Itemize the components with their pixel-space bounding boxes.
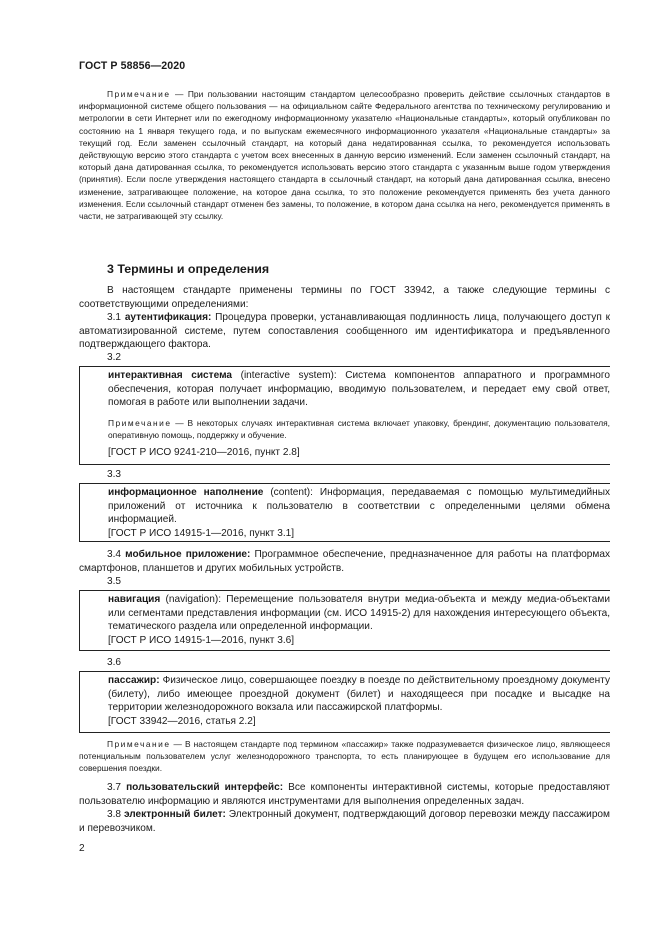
terms-3-7-3-8 [79, 781, 610, 835]
term-name: навигация [108, 594, 161, 605]
term-name: информационное наполнение [108, 487, 264, 498]
term-name: интерактивная система [108, 370, 233, 381]
term-number: 3.6 [107, 657, 122, 668]
term-definition: (interactive system): Система компонентов аппаратного и программного обеспечения, которая получает информацию, вводимую пользователем, и передает ему свой ответ, помогая в работе или выполнении задачи. [108, 370, 610, 409]
term-3-5 [108, 593, 610, 634]
term-3-6-box [79, 671, 610, 733]
term-definition: Электронный документ, подтверждающий договор перевозки между пассажиром и перевозчиком. [79, 809, 610, 834]
term-definition: Все компоненты интерактивной системы, которые предоставляют пользователю информацию и являются инструментами для выполнения определенных задач. [79, 782, 610, 807]
term-definition: Физическое лицо, совершающее поездку в поезде по действительному проездному документу (билету), либо имеющее проездной документ (билет) и находящееся при посадке и высадке на территории железнодорожного вокзала или пассажирской платформы. [108, 675, 610, 714]
page-number: 2 [79, 843, 85, 854]
term-name: аутентификация: [124, 312, 212, 324]
term-name: мобильное приложение: [125, 549, 251, 560]
section-title: 3 Термины и определения [107, 262, 270, 276]
term-note: Примечание — В некоторых случаях интерактивная система включает упаковку, брендинг, документацию пользователя, оперативную помощь, поддержку и обучение. [108, 417, 610, 440]
term-name: пользовательский интерфейс: [126, 782, 284, 793]
section-intro [79, 284, 610, 352]
term-3-8: 3.8 электронный билет: Электронный документ, подтверждающий договор перевозки между пассажиром и перевозчиком. [79, 809, 610, 834]
term-definition: Процедура проверки, устанавливающая подлинность лица, получающего доступ к автоматизированной системе, путем сопоставления сообщенного им идентификатора и предъявленного подтверждающего фактора. [79, 312, 610, 351]
term-source: [ГОСТ Р ИСО 14915-1—2016, пункт 3.1] [108, 527, 295, 539]
term-number: 3.5 [107, 576, 122, 587]
term-definition: Программное обеспечение, предназначенное для работы на платформах смартфонов, планшетов и других мобильных устройств. [79, 549, 610, 574]
term-definition: (navigation): Перемещение пользователя внутри медиа-объекта и между медиа-объектами или сегментами представления информации (см. ИСО 14915-2) для нахождения интересующего объекта, тематического раздела или определенной информации. [108, 594, 610, 633]
document-header: ГОСТ Р 58856—2020 [79, 60, 186, 72]
term-3-5-box [79, 590, 610, 651]
reference-note [79, 88, 610, 222]
term-definition: (content): Информация, передаваемая с помощью мультимедийных приложений от источника к пользователю в соответствии с определенными целями обмена информацией. [108, 487, 610, 526]
term-3-4: 3.4 мобильное приложение: Программное обеспечение, предназначенное для работы на платформах смартфонов, планшетов и других мобильных устройств. [79, 549, 610, 574]
term-source: [ГОСТ Р ИСО 9241-210—2016, пункт 2.8] [108, 447, 300, 459]
term-3-6 [108, 674, 610, 715]
term-3-3-box [79, 483, 610, 542]
term-3-2 [108, 369, 610, 410]
term-3-2-box [79, 366, 610, 465]
term-note-passenger: Примечание — В настоящем стандарте под термином «пассажир» также подразумевается физическое лицо, являющееся потенциальным пользователем услуг железнодорожного транспорта, то есть планирующее в будущем его использование для совершения поездки. [79, 739, 610, 774]
term-source: [ГОСТ Р ИСО 14915-1—2016, пункт 3.6] [108, 634, 295, 646]
note-text: — При пользовании настоящим стандартом целесообразно проверить действие ссылочных стандартов в информационной системе общего пользования — на официальном сайте Федерального агентства по техническому регулированию и метрологии в сети Интернет или по ежегодному информационному указателю «Национальные стандарты», который опубликован по состоянию на 1 января текущего года, и по выпускам ежемесячного информационного указателя «Национальные стандарты» за текущий год. Если заменен ссылочный стандарт, на который дана недатированная ссылка, то рекомендуется использовать действующую версию этого стандарта с учетом всех внесенных в данную версию изменений. Если заменен ссылочный стандарт, на который дана датированная ссылка, то рекомендуется использовать версию этого стандарта с указанным выше годом утверждения (принятия). Если после утверждения настоящего стандарта в ссылочный стандарт, на который дана датированная ссылка, внесено изменение, затрагивающее положение, на которое дана ссылка, то это положение рекомендуется применять без учета данного изменения. Если ссылочный стандарт отменен без замены, то положение, в котором дана ссылка на него, рекомендуется применять в части, не затрагивающей эту ссылку. [79, 89, 610, 222]
term-source: [ГОСТ 33942—2016, статья 2.2] [108, 715, 256, 727]
term-name: пассажир: [108, 675, 160, 686]
note-label: Примечание [107, 89, 171, 99]
term-number: 3.2 [107, 352, 122, 363]
intro-text: В настоящем стандарте применены термины по ГОСТ 33942, а также следующие термины с соответствующими определениями: [79, 285, 610, 310]
term-3-7: 3.7 пользовательский интерфейс: Все компоненты интерактивной системы, которые предоставляют пользователю информацию и являются инструментами для выполнения определенных задач. [79, 782, 610, 807]
term-number: 3.3 [107, 469, 122, 480]
term-3-3 [108, 486, 610, 527]
term-name: электронный билет: [123, 809, 226, 821]
term-3-1: 3.1 аутентификация: Процедура проверки, устанавливающая подлинность лица, получающего доступ к автоматизированной системе, путем сопоставления сообщенного им идентификатора и предъявленного подтверждающего фактора. [79, 312, 610, 351]
